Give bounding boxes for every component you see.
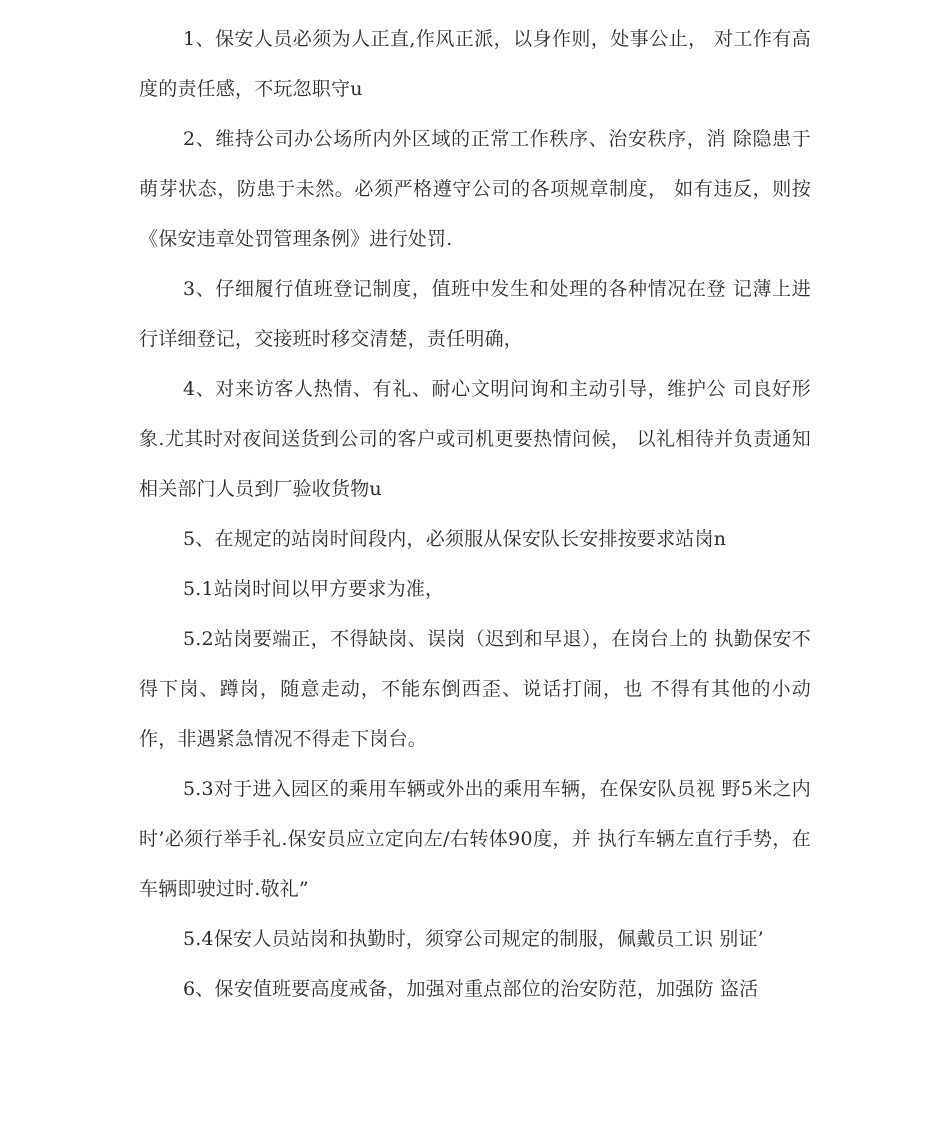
paragraph-5-4: 5.4保安人员站岗和执勤时，须穿公司规定的制服，佩戴员工识 别证’ [183,928,764,950]
paragraph-3: 3、仔细履行值班登记制度，值班中发生和处理的各种情况在登 记薄上进行详细登记，交接班时移交清楚，责任明确， [139,278,811,350]
paragraph-5-1: 5.1站岗时间以甲方要求为准， [183,578,445,600]
paragraph-6: 6、保安值班要高度戒备，加强对重点部位的治安防范，加强防 盗活 [183,978,759,1000]
document-body [139,14,811,1014]
paragraph-5: 5、在规定的站岗时间段内，必须服从保安队长安排按要求站岗n [183,528,727,550]
paragraph-5-2: 5.2站岗要端正，不得缺岗、误岗（迟到和早退），在岗台上的 执勤保安不得下岗、蹲岗，随意走动，不能东倒西歪、说话打闹，也 不得有其他的小动作，非遇紧急情况不得走下岗台。 [139,628,811,750]
paragraph-5-3: 5.3对于进入园区的乘用车辆或外出的乘用车辆，在保安队员视 野5米之内时’必须行举手礼.保安员应立定向左/右转体90度，并 执行车辆左直行手势，在车辆即驶过时.敬礼” [139,778,811,900]
paragraph-4: 4、对来访客人热情、有礼、耐心文明问询和主动引导，维护公 司良好形象.尤其时对夜间送货到公司的客户或司机更要热情问候， 以礼相待并负责通知相关部门人员到厂验收货物u [139,378,811,500]
paragraph-1: 1、保安人员必须为人正直,作风正派，以身作则，处事公止， 对工作有高度的责任感，不玩忽职守u [139,28,811,100]
paragraph-2: 2、维持公司办公场所内外区域的正常工作秩序、治安秩序，消 除隐患于萌芽状态，防患于未然。必须严格遵守公司的各项规章制度， 如有违反，则按《保安违章处罚管理条例》进行处罚. [139,128,811,250]
